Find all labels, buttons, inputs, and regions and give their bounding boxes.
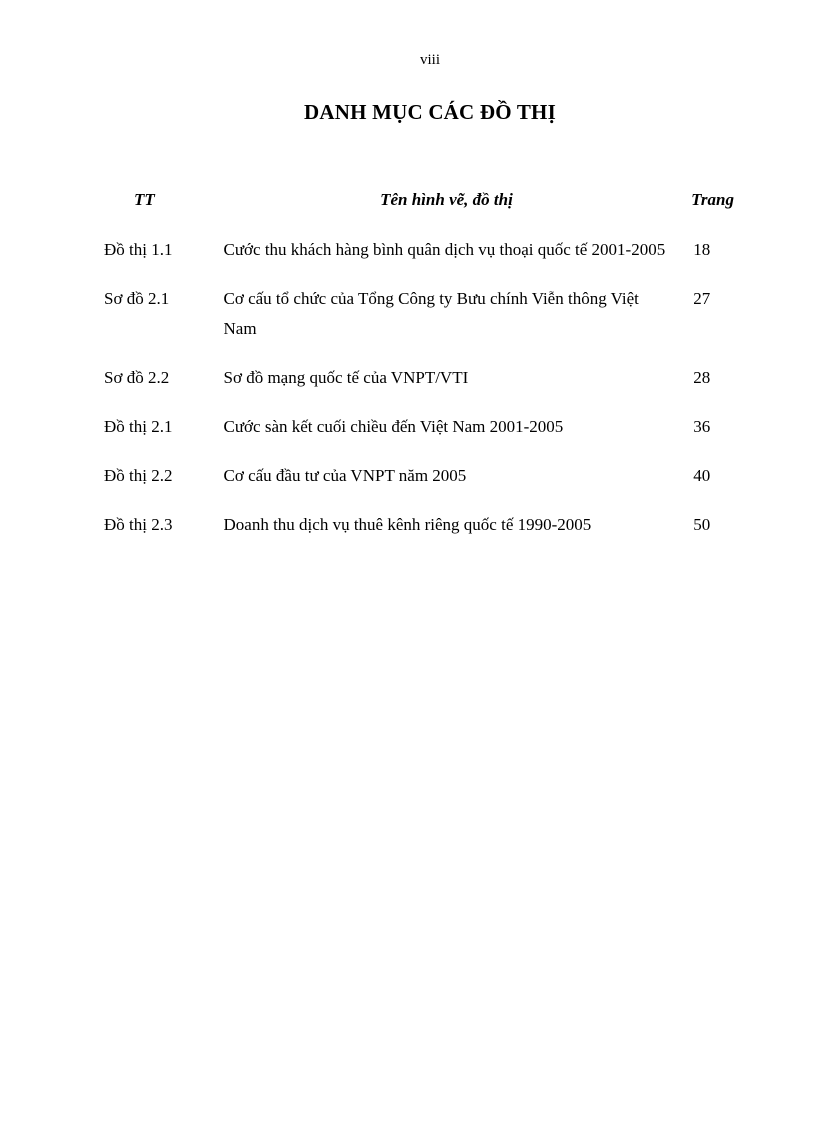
table-row (104, 284, 734, 363)
table-row (104, 412, 734, 461)
table-row (104, 461, 734, 510)
row-page: 40 (693, 466, 711, 485)
row-tt: Đồ thị 1.1 (104, 240, 173, 259)
row-page: 50 (693, 515, 711, 534)
header-name: Tên hình vẽ, đồ thị (380, 190, 513, 209)
row-page: 27 (693, 289, 711, 308)
page-title: DANH MỤC CÁC ĐỒ THỊ (304, 100, 556, 124)
page-number: viii (419, 52, 440, 68)
row-tt: Đồ thị 2.3 (104, 515, 173, 534)
table-row (104, 510, 734, 559)
row-tt: Đồ thị 2.1 (104, 417, 173, 436)
row-name: Sơ đồ mạng quốc tế của VNPT/VTI (223, 368, 469, 387)
row-page: 18 (693, 240, 711, 259)
table-header-row (104, 180, 734, 235)
table-row (104, 235, 734, 284)
table-row (104, 363, 734, 412)
header-tt: TT (134, 190, 155, 209)
row-name: Cơ cấu đầu tư của VNPT năm 2005 (223, 466, 467, 485)
row-tt: Đồ thị 2.2 (104, 466, 173, 485)
row-page: 28 (693, 368, 711, 387)
row-tt: Sơ đồ 2.2 (104, 368, 170, 387)
row-name: Cơ cấu tổ chức của Tổng Công ty Bưu chính Viễn thông Việt Nam (223, 289, 639, 338)
row-name: Cước sàn kết cuối chiều đến Việt Nam 2001-2005 (223, 417, 564, 436)
row-page: 36 (693, 417, 711, 436)
header-page: Trang (691, 190, 734, 209)
row-name: Cước thu khách hàng bình quân dịch vụ thoại quốc tế 2001-2005 (223, 240, 666, 259)
row-tt: Sơ đồ 2.1 (104, 289, 170, 308)
row-name: Doanh thu dịch vụ thuê kênh riêng quốc tế 1990-2005 (223, 515, 592, 534)
list-of-figures-table (104, 180, 734, 559)
